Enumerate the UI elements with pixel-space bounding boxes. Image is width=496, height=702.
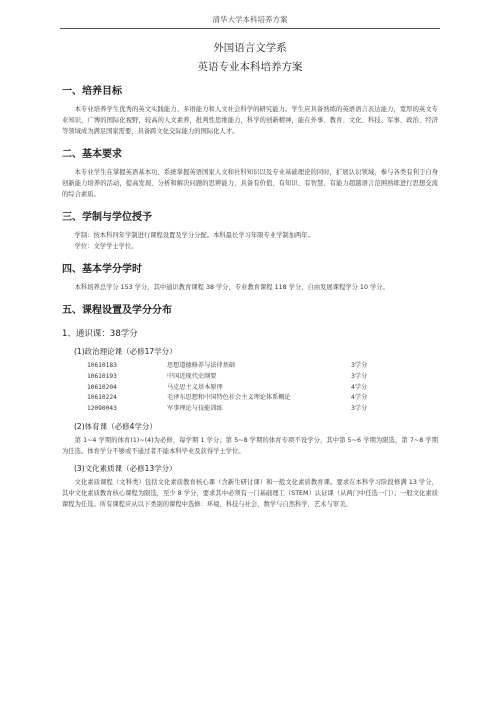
table-row: [87, 372, 391, 383]
general-education-heading: 1、通识课：38学分: [62, 329, 138, 339]
course-code: 10610224: [87, 394, 117, 402]
political-theory-heading: (1)政治理论课（必修17学分）: [74, 347, 177, 356]
section-heading-objectives: 一、培养目标: [62, 86, 122, 97]
cultural-quality-heading: (3)文化素质课（必修13学分）: [74, 463, 177, 473]
section-heading-degree: 三、学制与学位授予: [62, 212, 152, 223]
course-code: 10610204: [87, 383, 117, 391]
course-code: 10610183: [87, 362, 117, 369]
course-name: 思想道德修养与法律基础: [167, 362, 236, 369]
course-credit: 3学分: [351, 372, 368, 380]
course-credit: 3学分: [351, 362, 368, 369]
course-code: 10610193: [87, 372, 117, 380]
section-heading-curriculum: 五、课程设置及学分分布: [62, 305, 172, 316]
credits-paragraph: 本科培养总学分 153 学分，其中通识教育课程 38 学分，专业教育课程 118 学分，自由发展课程学分 10 学分。: [74, 284, 389, 291]
course-credit: 3学分: [351, 405, 368, 413]
course-name: 马克思主义基本原理: [167, 383, 223, 391]
section-heading-credits: 四、基本学分学时: [62, 264, 142, 275]
degree-line: 学位：文学学士学位。: [74, 243, 138, 250]
course-credit: 4学分: [351, 383, 368, 391]
table-row: [87, 404, 391, 415]
objectives-paragraph: 本专业培养学生优秀的英文实践能力、多语能力和人文社会科学的研究能力。学生应具备熟练的英语语言表达能力，宽厚的英文专业知识，广博的国际化视野，较高的人文素养，批判性思维能力，科学的创新精神，能在外事、教育、文化、科技、军事、政治、经济等领域成为满足国家需要、具备跨文化交际能力的国际化人才。: [62, 106, 438, 135]
table-row: [87, 361, 391, 372]
table-row: [87, 393, 391, 404]
course-name: 军事理论与技能训练: [167, 405, 223, 413]
physical-education-paragraph: 第 1~4 学期的体育(1)~(4)为必修，每学期 1 学分；第 5~8 学期的体育专项不设学分，其中第 5~6 学期为限选，第 7~8 学期为任选。体育学分不够或不通过者不能本科毕业及获得学士学位。: [62, 436, 438, 455]
duration-line: 学制：按本科四年学制进行课程设置及学分分配。本科最长学习年限专业学制加两年。: [74, 232, 314, 239]
course-name: 中国近现代史纲要: [167, 372, 217, 380]
cultural-quality-paragraph: 文化素质课程（文科类）包括文化素质教育核心课（含新生研讨课）和一般文化素质教育课。要求在本科学习阶段修满 13 学分，其中文化素质教育核心课程为限选，至少 8 学分，要求其中必须有一门基础理工（STEM）认证课（从两门中任选一门）；一般文化素质课程为任选。所有课程应从以下类别的课程中选修：环境、科技与社会，数学与自然科学，艺术与审美。: [62, 478, 438, 508]
course-name: 毛泽东思想和中国特色社会主义理论体系概论: [167, 394, 291, 402]
section-heading-requirements: 二、基本要求: [62, 149, 122, 160]
department-title: 外国语言文学系: [213, 42, 287, 54]
requirements-paragraph: 本专业学生在掌握英语基本功、系统掌握英语国家人文和社科知识以及专业基础理论的同时，扩展认识领域，参与各类有利于自身创新能力培养的活动，提高发现、分析和解决问题的思辨能力，具备有价值、有知识、有智慧、有能力超越语言范围熟练进行思想交流的综合素质。: [62, 169, 438, 198]
course-code: 12090043: [87, 405, 117, 413]
physical-education-heading: (2)体育课（必修4学分）: [74, 421, 157, 431]
course-credit: 4学分: [351, 394, 368, 402]
table-row: [87, 383, 391, 394]
running-header: 清华大学本科培养方案: [60, 0, 440, 29]
course-table: [87, 361, 391, 415]
program-title: 英语专业本科培养方案: [197, 61, 303, 73]
